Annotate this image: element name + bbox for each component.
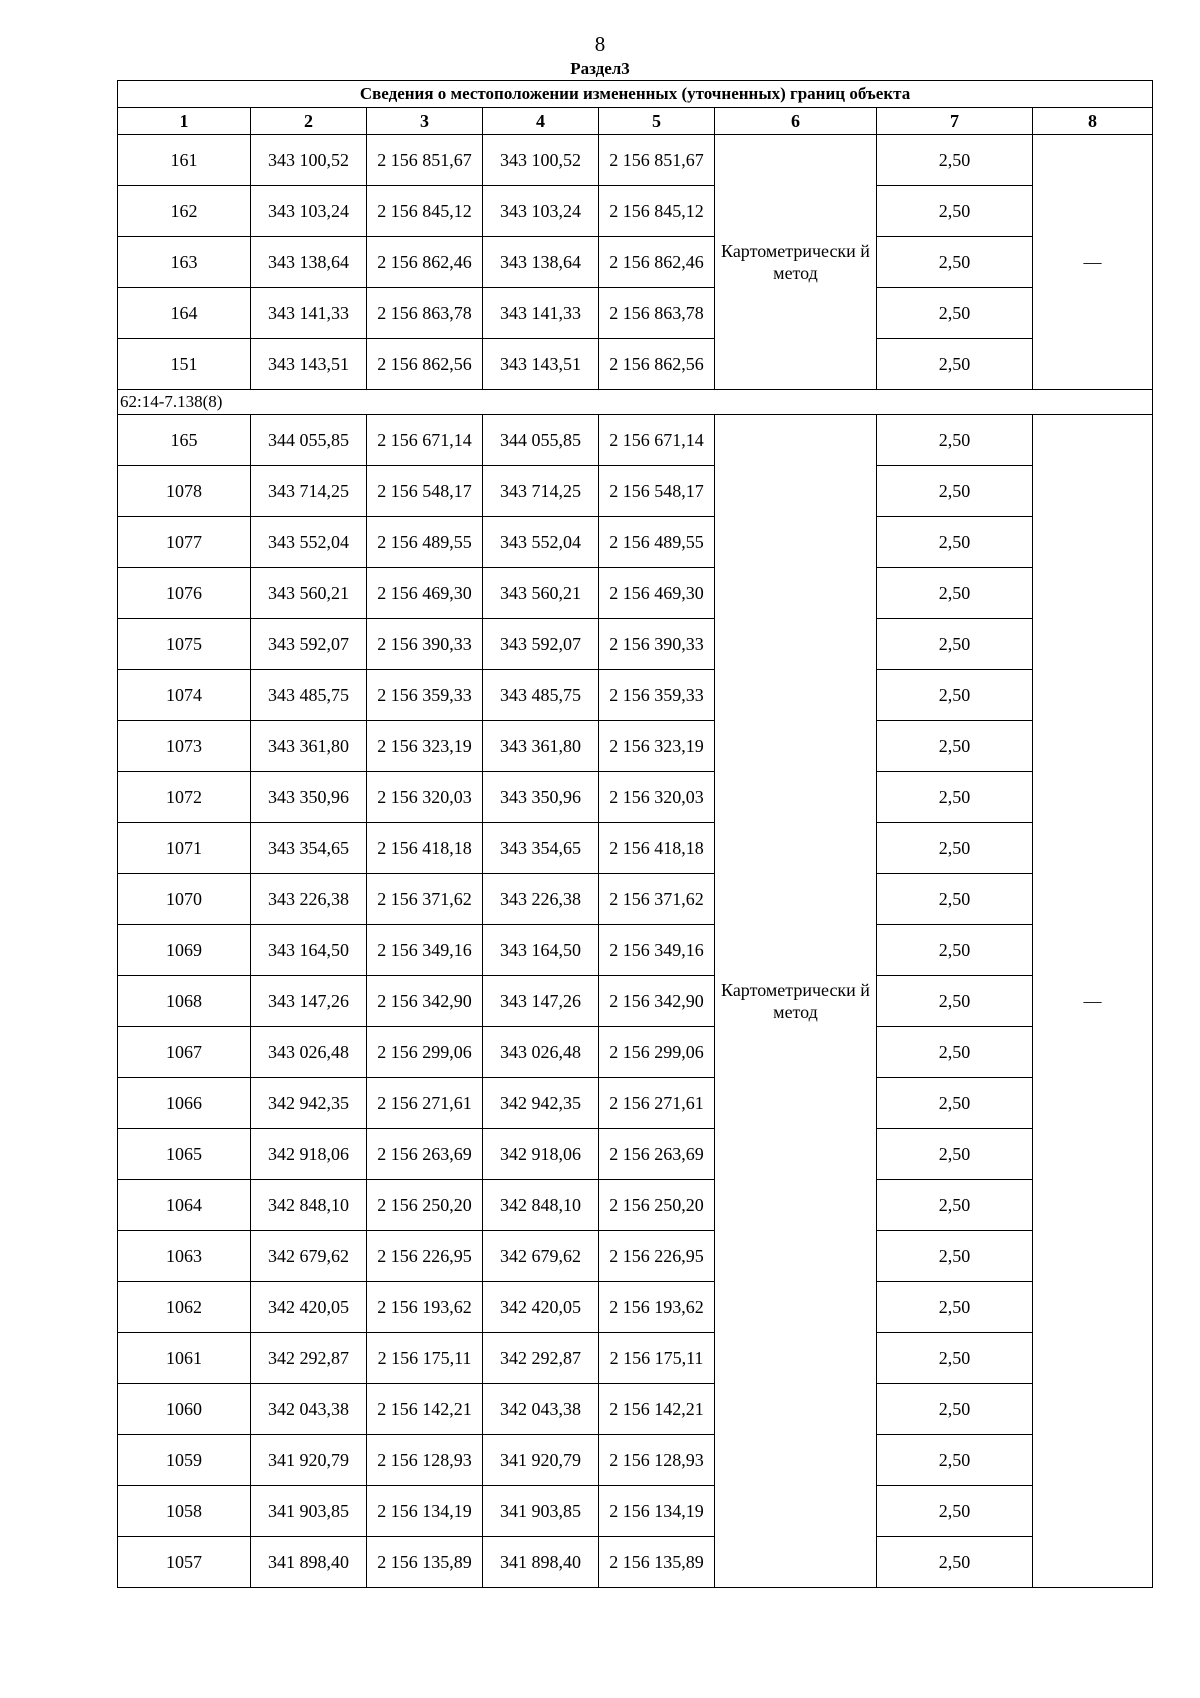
new-x-cell: 342 679,62 (483, 1231, 599, 1282)
point-number-cell: 1063 (118, 1231, 251, 1282)
new-x-cell: 343 361,80 (483, 721, 599, 772)
new-x-cell: 343 560,21 (483, 568, 599, 619)
existing-y-cell: 2 156 359,33 (367, 670, 483, 721)
new-x-cell: 343 143,51 (483, 339, 599, 390)
existing-x-cell: 343 361,80 (251, 721, 367, 772)
point-number-cell: 1059 (118, 1435, 251, 1486)
new-y-cell: 2 156 845,12 (599, 186, 715, 237)
existing-y-cell: 2 156 349,16 (367, 925, 483, 976)
existing-y-cell: 2 156 671,14 (367, 415, 483, 466)
accuracy-cell: 2,50 (877, 721, 1033, 772)
new-x-cell: 344 055,85 (483, 415, 599, 466)
point-number-cell: 1074 (118, 670, 251, 721)
new-x-cell: 342 292,87 (483, 1333, 599, 1384)
existing-x-cell: 342 292,87 (251, 1333, 367, 1384)
new-y-cell: 2 156 862,46 (599, 237, 715, 288)
point-number-cell: 1065 (118, 1129, 251, 1180)
table-row (118, 135, 1153, 186)
accuracy-cell: 2,50 (877, 415, 1033, 466)
point-number-cell: 1078 (118, 466, 251, 517)
existing-x-cell: 343 141,33 (251, 288, 367, 339)
existing-y-cell: 2 156 489,55 (367, 517, 483, 568)
new-y-cell: 2 156 263,69 (599, 1129, 715, 1180)
new-y-cell: 2 156 390,33 (599, 619, 715, 670)
new-x-cell: 343 592,07 (483, 619, 599, 670)
existing-y-cell: 2 156 226,95 (367, 1231, 483, 1282)
accuracy-cell: 2,50 (877, 619, 1033, 670)
existing-y-cell: 2 156 193,62 (367, 1282, 483, 1333)
existing-y-cell: 2 156 418,18 (367, 823, 483, 874)
accuracy-cell: 2,50 (877, 874, 1033, 925)
accuracy-cell: 2,50 (877, 186, 1033, 237)
point-number-cell: 1075 (118, 619, 251, 670)
existing-y-cell: 2 156 863,78 (367, 288, 483, 339)
table-row (118, 415, 1153, 466)
accuracy-cell: 2,50 (877, 237, 1033, 288)
column-8-cell: — (1033, 415, 1153, 1588)
new-y-cell: 2 156 671,14 (599, 415, 715, 466)
table-row (118, 1486, 1153, 1537)
point-number-cell: 1062 (118, 1282, 251, 1333)
accuracy-cell: 2,50 (877, 976, 1033, 1027)
existing-y-cell: 2 156 142,21 (367, 1384, 483, 1435)
column-8-cell: — (1033, 135, 1153, 390)
accuracy-cell: 2,50 (877, 466, 1033, 517)
accuracy-cell: 2,50 (877, 1435, 1033, 1486)
point-number-cell: 1066 (118, 1078, 251, 1129)
new-x-cell: 342 848,10 (483, 1180, 599, 1231)
existing-x-cell: 343 226,38 (251, 874, 367, 925)
table-row (118, 1180, 1153, 1231)
existing-y-cell: 2 156 469,30 (367, 568, 483, 619)
method-cell: Картометрически й метод (715, 415, 877, 1588)
point-number-cell: 151 (118, 339, 251, 390)
accuracy-cell: 2,50 (877, 925, 1033, 976)
accuracy-cell: 2,50 (877, 1231, 1033, 1282)
table-row (118, 619, 1153, 670)
existing-x-cell: 343 100,52 (251, 135, 367, 186)
parcel-subheader-row (118, 390, 1153, 415)
existing-x-cell: 342 679,62 (251, 1231, 367, 1282)
accuracy-cell: 2,50 (877, 670, 1033, 721)
point-number-cell: 1077 (118, 517, 251, 568)
new-y-cell: 2 156 371,62 (599, 874, 715, 925)
parcel-label: 62:14-7.138(8) (118, 390, 1153, 415)
existing-y-cell: 2 156 862,46 (367, 237, 483, 288)
existing-x-cell: 343 350,96 (251, 772, 367, 823)
existing-x-cell: 343 103,24 (251, 186, 367, 237)
new-x-cell: 343 354,65 (483, 823, 599, 874)
table-row (118, 517, 1153, 568)
table-row (118, 1129, 1153, 1180)
new-x-cell: 342 043,38 (483, 1384, 599, 1435)
accuracy-cell: 2,50 (877, 288, 1033, 339)
accuracy-cell: 2,50 (877, 1486, 1033, 1537)
existing-y-cell: 2 156 250,20 (367, 1180, 483, 1231)
table-row (118, 466, 1153, 517)
new-y-cell: 2 156 323,19 (599, 721, 715, 772)
existing-x-cell: 341 920,79 (251, 1435, 367, 1486)
existing-x-cell: 343 026,48 (251, 1027, 367, 1078)
existing-x-cell: 343 592,07 (251, 619, 367, 670)
table-row (118, 237, 1153, 288)
column-number-2: 2 (251, 108, 367, 135)
existing-y-cell: 2 156 135,89 (367, 1537, 483, 1588)
point-number-cell: 1071 (118, 823, 251, 874)
new-x-cell: 343 350,96 (483, 772, 599, 823)
existing-x-cell: 343 560,21 (251, 568, 367, 619)
existing-x-cell: 343 143,51 (251, 339, 367, 390)
existing-x-cell: 343 354,65 (251, 823, 367, 874)
existing-y-cell: 2 156 320,03 (367, 772, 483, 823)
existing-x-cell: 342 043,38 (251, 1384, 367, 1435)
accuracy-cell: 2,50 (877, 339, 1033, 390)
table-row (118, 1078, 1153, 1129)
new-x-cell: 343 552,04 (483, 517, 599, 568)
point-number-cell: 163 (118, 237, 251, 288)
accuracy-cell: 2,50 (877, 135, 1033, 186)
new-y-cell: 2 156 863,78 (599, 288, 715, 339)
table-row (118, 186, 1153, 237)
point-number-cell: 1064 (118, 1180, 251, 1231)
existing-x-cell: 342 420,05 (251, 1282, 367, 1333)
table-row (118, 721, 1153, 772)
existing-y-cell: 2 156 175,11 (367, 1333, 483, 1384)
table-row (118, 1027, 1153, 1078)
existing-y-cell: 2 156 299,06 (367, 1027, 483, 1078)
existing-y-cell: 2 156 845,12 (367, 186, 483, 237)
table-row (118, 772, 1153, 823)
existing-y-cell: 2 156 371,62 (367, 874, 483, 925)
table-row (118, 288, 1153, 339)
method-cell: Картометрически й метод (715, 135, 877, 390)
existing-y-cell: 2 156 134,19 (367, 1486, 483, 1537)
new-y-cell: 2 156 250,20 (599, 1180, 715, 1231)
point-number-cell: 164 (118, 288, 251, 339)
column-number-1: 1 (118, 108, 251, 135)
accuracy-cell: 2,50 (877, 1384, 1033, 1435)
table-row (118, 1333, 1153, 1384)
point-number-cell: 1068 (118, 976, 251, 1027)
table-row (118, 1231, 1153, 1282)
table-title-row (118, 81, 1153, 108)
table-row (118, 925, 1153, 976)
table-row (118, 568, 1153, 619)
table-row (118, 874, 1153, 925)
existing-y-cell: 2 156 342,90 (367, 976, 483, 1027)
new-y-cell: 2 156 342,90 (599, 976, 715, 1027)
new-x-cell: 342 942,35 (483, 1078, 599, 1129)
new-x-cell: 341 903,85 (483, 1486, 599, 1537)
existing-y-cell: 2 156 271,61 (367, 1078, 483, 1129)
new-y-cell: 2 156 226,95 (599, 1231, 715, 1282)
point-number-cell: 161 (118, 135, 251, 186)
accuracy-cell: 2,50 (877, 1078, 1033, 1129)
existing-y-cell: 2 156 548,17 (367, 466, 483, 517)
point-number-cell: 1067 (118, 1027, 251, 1078)
point-number-cell: 162 (118, 186, 251, 237)
point-number-cell: 1057 (118, 1537, 251, 1588)
accuracy-cell: 2,50 (877, 1129, 1033, 1180)
new-x-cell: 342 918,06 (483, 1129, 599, 1180)
new-y-cell: 2 156 175,11 (599, 1333, 715, 1384)
new-x-cell: 343 138,64 (483, 237, 599, 288)
table-row (118, 1537, 1153, 1588)
column-number-row (118, 108, 1153, 135)
new-x-cell: 343 485,75 (483, 670, 599, 721)
table-row (118, 1384, 1153, 1435)
existing-x-cell: 343 714,25 (251, 466, 367, 517)
page-number: 8 (594, 32, 606, 56)
column-number-8: 8 (1033, 108, 1153, 135)
existing-x-cell: 341 903,85 (251, 1486, 367, 1537)
existing-x-cell: 343 485,75 (251, 670, 367, 721)
existing-x-cell: 342 918,06 (251, 1129, 367, 1180)
table-row (118, 1435, 1153, 1486)
new-y-cell: 2 156 134,19 (599, 1486, 715, 1537)
column-number-6: 6 (715, 108, 877, 135)
new-x-cell: 343 226,38 (483, 874, 599, 925)
accuracy-cell: 2,50 (877, 823, 1033, 874)
existing-x-cell: 342 942,35 (251, 1078, 367, 1129)
table-row (118, 339, 1153, 390)
point-number-cell: 1060 (118, 1384, 251, 1435)
table-row (118, 823, 1153, 874)
point-number-cell: 1072 (118, 772, 251, 823)
accuracy-cell: 2,50 (877, 1282, 1033, 1333)
new-y-cell: 2 156 548,17 (599, 466, 715, 517)
accuracy-cell: 2,50 (877, 568, 1033, 619)
existing-x-cell: 343 147,26 (251, 976, 367, 1027)
new-x-cell: 342 420,05 (483, 1282, 599, 1333)
new-y-cell: 2 156 142,21 (599, 1384, 715, 1435)
new-y-cell: 2 156 320,03 (599, 772, 715, 823)
section-title: Раздел3 (570, 59, 630, 78)
new-x-cell: 343 164,50 (483, 925, 599, 976)
new-x-cell: 343 103,24 (483, 186, 599, 237)
accuracy-cell: 2,50 (877, 1537, 1033, 1588)
point-number-cell: 1076 (118, 568, 251, 619)
accuracy-cell: 2,50 (877, 772, 1033, 823)
accuracy-cell: 2,50 (877, 1333, 1033, 1384)
new-y-cell: 2 156 135,89 (599, 1537, 715, 1588)
new-y-cell: 2 156 851,67 (599, 135, 715, 186)
point-number-cell: 1069 (118, 925, 251, 976)
existing-y-cell: 2 156 128,93 (367, 1435, 483, 1486)
new-x-cell: 343 714,25 (483, 466, 599, 517)
boundary-coordinates-table (117, 80, 1153, 1588)
table-row (118, 670, 1153, 721)
point-number-cell: 1061 (118, 1333, 251, 1384)
new-y-cell: 2 156 128,93 (599, 1435, 715, 1486)
accuracy-cell: 2,50 (877, 1180, 1033, 1231)
existing-x-cell: 343 164,50 (251, 925, 367, 976)
new-x-cell: 343 147,26 (483, 976, 599, 1027)
new-y-cell: 2 156 469,30 (599, 568, 715, 619)
point-number-cell: 1070 (118, 874, 251, 925)
new-y-cell: 2 156 862,56 (599, 339, 715, 390)
existing-y-cell: 2 156 390,33 (367, 619, 483, 670)
new-x-cell: 341 898,40 (483, 1537, 599, 1588)
new-x-cell: 343 141,33 (483, 288, 599, 339)
existing-x-cell: 343 138,64 (251, 237, 367, 288)
existing-y-cell: 2 156 323,19 (367, 721, 483, 772)
existing-y-cell: 2 156 862,56 (367, 339, 483, 390)
new-y-cell: 2 156 299,06 (599, 1027, 715, 1078)
point-number-cell: 165 (118, 415, 251, 466)
existing-y-cell: 2 156 263,69 (367, 1129, 483, 1180)
existing-x-cell: 344 055,85 (251, 415, 367, 466)
point-number-cell: 1073 (118, 721, 251, 772)
table-row (118, 1282, 1153, 1333)
point-number-cell: 1058 (118, 1486, 251, 1537)
table-row (118, 976, 1153, 1027)
new-y-cell: 2 156 271,61 (599, 1078, 715, 1129)
new-y-cell: 2 156 193,62 (599, 1282, 715, 1333)
new-y-cell: 2 156 418,18 (599, 823, 715, 874)
new-y-cell: 2 156 489,55 (599, 517, 715, 568)
column-number-7: 7 (877, 108, 1033, 135)
new-y-cell: 2 156 359,33 (599, 670, 715, 721)
existing-x-cell: 343 552,04 (251, 517, 367, 568)
existing-y-cell: 2 156 851,67 (367, 135, 483, 186)
new-x-cell: 343 100,52 (483, 135, 599, 186)
column-number-3: 3 (367, 108, 483, 135)
table-title: Сведения о местоположении измененных (уточненных) границ объекта (118, 81, 1153, 108)
accuracy-cell: 2,50 (877, 517, 1033, 568)
existing-x-cell: 342 848,10 (251, 1180, 367, 1231)
new-y-cell: 2 156 349,16 (599, 925, 715, 976)
column-number-4: 4 (483, 108, 599, 135)
new-x-cell: 341 920,79 (483, 1435, 599, 1486)
accuracy-cell: 2,50 (877, 1027, 1033, 1078)
existing-x-cell: 341 898,40 (251, 1537, 367, 1588)
new-x-cell: 343 026,48 (483, 1027, 599, 1078)
column-number-5: 5 (599, 108, 715, 135)
